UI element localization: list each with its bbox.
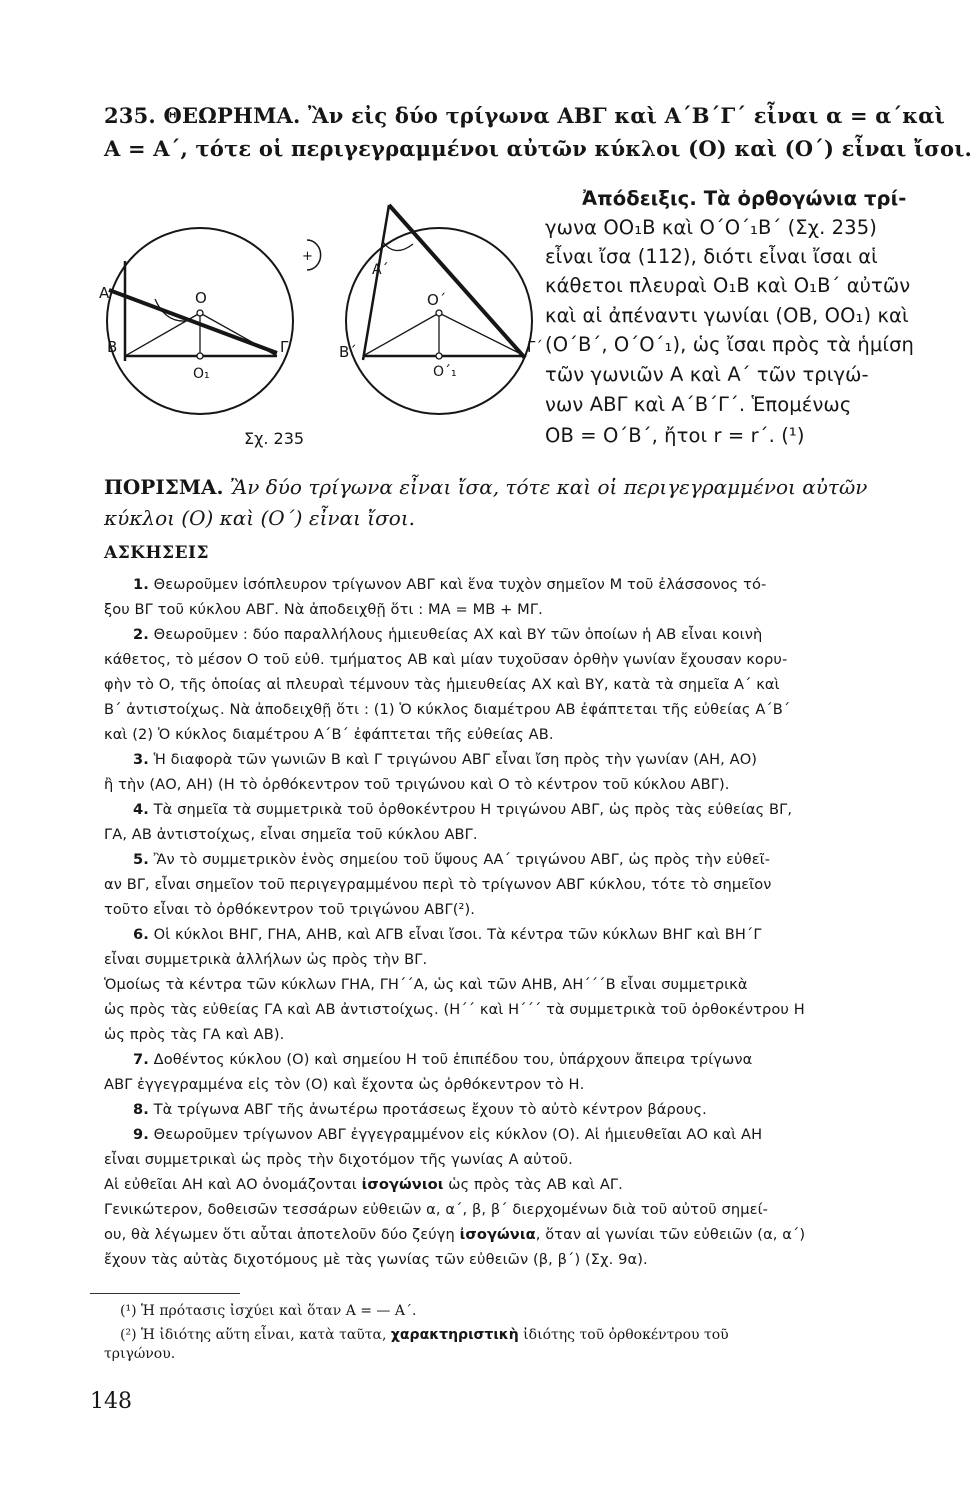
label-b-prime: Β΄: [339, 343, 357, 361]
theorem-line-2: Α = Α΄, τότε οἱ περιγεγραμμένοι αὐτῶν κύκλοι (Ο) καὶ (Ο΄) εἶναι ἴσοι.: [104, 136, 973, 161]
segment-o2b2: [363, 313, 439, 356]
page-number: 148: [90, 1389, 132, 1414]
exercise-line: εἶναι συμμετρικαὶ ὡς πρὸς τὴν διχοτόμον τῆς γωνίας Α αὐτοῦ.: [104, 1151, 573, 1168]
exercise-line: ΑΒΓ ἐγγεγραμμένα εἰς τὸν (Ο) καὶ ἔχοντα ὡς ὀρθόκεντρον τὸ Η.: [104, 1076, 585, 1093]
isogonal-line-1: Αἱ εὐθεῖαι ΑΗ καὶ ΑΟ ὀνομάζονται ἰσογώνιοι ὡς πρὸς τὰς ΑΒ καὶ ΑΓ.: [104, 1176, 623, 1193]
label-g-prime: Γ΄: [527, 338, 543, 356]
exercise-line: Ὁμοίως τὰ κέντρα τῶν κύκλων ΓΗΑ, ΓΗ΄΄Α, ὡς καὶ τῶν ΑΗΒ, ΑΗ΄΄΄Β εἶναι συμμετρικὰ: [104, 976, 748, 993]
label-b: Β: [107, 338, 118, 356]
exercise-line: φὴν τὸ Ο, τῆς ὁποίας αἱ πλευραὶ τέμνουν τὰς ἡμιευθείας ΑΧ καὶ ΒΥ, κατὰ τὰ σημεῖα Α΄ καὶ: [104, 676, 780, 693]
exercise-line: 9. Θεωροῦμεν τρίγωνον ΑΒΓ ἐγγεγραμμένον εἰς κύκλον (Ο). Αἱ ἡμιευθεῖαι ΑΟ καὶ ΑΗ: [133, 1126, 763, 1143]
porisma-line-1: ΠΟΡΙΣΜΑ. Ἂν δύο τρίγωνα εἶναι ἴσα, τότε καὶ οἱ περιγεγραμμένοι αὐτῶν: [104, 475, 868, 499]
exercise-line: ὡς πρὸς τὰς ΓΑ καὶ ΑΒ).: [104, 1026, 285, 1043]
exercise-line: τοῦτο εἶναι τὸ ὀρθόκεντρον τοῦ τριγώνου ΑΒΓ(²).: [104, 901, 476, 918]
exercise-line: 4. Τὰ σημεῖα τὰ συμμετρικὰ τοῦ ὀρθοκέντρου Η τριγώνου ΑΒΓ, ὡς πρὸς τὰς εὐθείας ΒΓ,: [133, 801, 793, 818]
side-ag: [109, 290, 277, 353]
exercise-line: 7. Δοθέντος κύκλου (Ο) καὶ σημείου Η τοῦ ἐπιπέδου του, ὑπάρχουν ἄπειρα τρίγωνα: [133, 1051, 753, 1068]
exercise-line: 3. Ἡ διαφορὰ τῶν γωνιῶν Β καὶ Γ τριγώνου ΑΒΓ εἶναι ἴση πρὸς τὴν γωνίαν (ΑΗ, ΑΟ): [133, 751, 758, 768]
figure-235: [95, 200, 555, 460]
porisma-title: ΠΟΡΙΣΜΑ.: [104, 475, 224, 499]
isogonal-line-2: Γενικώτερον, δοθεισῶν τεσσάρων εὐθειῶν α, α΄, β, β΄ διερχομένων διὰ τοῦ αὐτοῦ σημεί-: [104, 1201, 768, 1218]
side-a2b2: [363, 205, 389, 360]
label-a: Α: [99, 284, 110, 302]
exercise-line: 2. Θεωροῦμεν : δύο παραλλήλους ἡμιευθείας ΑΧ καὶ ΒΥ τῶν ὁποίων ἡ ΑΒ εἶναι κοινὴ: [133, 626, 763, 643]
point-o12: [436, 353, 442, 359]
proof-line-7: τῶν γωνιῶν Α καὶ Α΄ τῶν τριγώ-: [545, 363, 869, 386]
exercise-line: ΓΑ, ΑΒ ἀντιστοίχως, εἶναι σημεῖα τοῦ κύκλου ΑΒΓ.: [104, 826, 478, 843]
exercise-line: 8. Τὰ τρίγωνα ΑΒΓ τῆς ἀνωτέρω προτάσεως ἔχουν τὸ αὐτὸ κέντρον βάρους.: [133, 1101, 707, 1118]
exercise-line: Β΄ ἀντιστοίχως. Νὰ ἀποδειχθῇ ὅτι : (1) Ὁ κύκλος διαμέτρου ΑΒ ἐφάπτεται τῆς εὐθείας Α΄Β΄: [104, 701, 791, 718]
exercise-line: ἢ τὴν (ΑΟ, ΑΗ) (Η τὸ ὀρθόκεντρον τοῦ τριγώνου καὶ Ο τὸ κέντρον τοῦ κύκλου ΑΒΓ).: [104, 776, 730, 793]
proof-line-2: γωνα ΟΟ₁Β καὶ Ο΄Ο΄₁Β΄ (Σχ. 235): [545, 216, 877, 239]
proof-line-8: νων ΑΒΓ καὶ Α΄Β΄Γ΄. Ἑπομένως: [545, 393, 852, 416]
point-o1: [197, 353, 203, 359]
proof-line-4: κάθετοι πλευραὶ Ο₁Β καὶ Ο₁Β΄ αὐτῶν: [545, 274, 911, 297]
segment-o2g2: [439, 313, 525, 356]
point-o: [197, 310, 203, 316]
label-a-prime: Α΄: [372, 262, 389, 278]
proof-line-6: (Ο΄Β΄, Ο΄Ο΄₁), ὡς ἴσαι πρὸς τὰ ἡμίση: [545, 333, 914, 356]
isogonal-line-3: ου, θὰ λέγωμεν ὅτι αὗται ἀποτελοῦν δύο ζεύγη ἰσογώνια, ὅταν αἱ γωνίαι τῶν εὐθειῶν (α, α΄): [104, 1226, 806, 1243]
label-plus: +: [302, 249, 313, 264]
label-o1: Ο₁: [193, 366, 210, 382]
segment-ob: [125, 313, 200, 356]
label-o1-prime: Ο΄₁: [433, 364, 457, 380]
theorem-line-1: 235. ΘΕΩΡΗΜΑ. Ἂν εἰς δύο τρίγωνα ΑΒΓ καὶ Α΄Β΄Γ΄ εἶναι α = α΄καὶ: [104, 103, 945, 128]
exercise-line: καὶ (2) Ὁ κύκλος διαμέτρου Α΄Β΄ ἐφάπτεται τῆς εὐθείας ΑΒ.: [104, 726, 554, 743]
segment-og: [200, 313, 277, 356]
exercise-line: ξου ΒΓ τοῦ κύκλου ΑΒΓ. Νὰ ἀποδειχθῇ ὅτι : ΜΑ = ΜΒ + ΜΓ.: [104, 601, 543, 618]
exercises-heading: ΑΣΚΗΣΕΙΣ: [104, 543, 209, 563]
footnote-2-cont: τριγώνου.: [104, 1346, 176, 1362]
exercise-line: 1. Θεωροῦμεν ἰσόπλευρον τρίγωνον ΑΒΓ καὶ ἕνα τυχὸν σημεῖον Μ τοῦ ἐλάσσονος τό-: [133, 576, 767, 593]
exercise-line: ὡς πρὸς τὰς εὐθείας ΓΑ καὶ ΑΒ ἀντιστοίχως. (Η΄΄ καὶ Η΄΄΄ τὰ συμμετρικὰ τοῦ ὀρθοκέντρου Η: [104, 1001, 805, 1018]
exercise-line: αν ΒΓ, εἶναι σημεῖον τοῦ περιγεγραμμένου περὶ τὸ τρίγωνον ΑΒΓ κύκλου, τότε τὸ σημεῖον: [104, 876, 772, 893]
term-charakteristiki: χαρακτηριστικὴ: [390, 1327, 519, 1343]
label-o: Ο: [195, 289, 207, 307]
proof-line-1: Ἀπόδειξις. Τὰ ὀρθογώνια τρί-: [582, 187, 907, 210]
footnote-2: (²) Ἡ ἰδιότης αὕτη εἶναι, κατὰ ταῦτα, χαρακτηριστικὴ ἰδιότης τοῦ ὀρθοκέντρου τοῦ: [120, 1327, 729, 1343]
isogonal-line-4: ἔχουν τὰς αὐτὰς διχοτόμους μὲ τὰς γωνίας τῶν εὐθειῶν (β, β΄) (Σχ. 9α).: [104, 1251, 648, 1268]
proof-line-3: εἶναι ἴσα (112), διότι εἶναι ἴσαι αἱ: [545, 245, 878, 268]
figure-caption: Σχ. 235: [244, 429, 305, 448]
exercise-line: εἶναι συμμετρικὰ ἀλλήλων ὡς πρὸς τὴν ΒΓ.: [104, 951, 428, 968]
footnote-rule: [90, 1293, 240, 1294]
term-isogonioi: ἰσογώνιοι: [361, 1176, 444, 1193]
proof-line-5: καὶ αἱ ἀπέναντι γωνίαι (ΟΒ, ΟΟ₁) καὶ: [545, 304, 909, 327]
term-isogonia: ἰσογώνια: [459, 1226, 536, 1243]
exercise-line: κάθετος, τὸ μέσον Ο τοῦ εὐθ. τμήματος ΑΒ καὶ μίαν τυχοῦσαν ὀρθὴν γωνίαν ἔχουσαν κορυ-: [104, 651, 788, 668]
exercise-line: 6. Οἱ κύκλοι ΒΗΓ, ΓΗΑ, ΑΗΒ, καὶ ΑΓΒ εἶναι ἴσοι. Τὰ κέντρα τῶν κύκλων ΒΗΓ καὶ ΒΗ΄Γ: [133, 926, 762, 943]
porisma-line-2: κύκλοι (Ο) καὶ (Ο΄) εἶναι ἴσοι.: [104, 506, 416, 530]
point-o2: [436, 310, 442, 316]
proof-line-9: ΟΒ = Ο΄Β΄, ἤτοι r = r΄. (¹): [545, 424, 805, 447]
exercise-line: 5. Ἂν τὸ συμμετρικὸν ἑνὸς σημείου τοῦ ὕψους ΑΑ΄ τριγώνου ΑΒΓ, ὡς πρὸς τὴν εὐθεῖ-: [133, 851, 771, 868]
label-g: Γ: [280, 338, 289, 356]
label-o-prime: Ο΄: [427, 291, 447, 309]
footnote-1: (¹) Ἡ πρότασις ἰσχύει καὶ ὅταν Α = — Α΄.: [120, 1303, 417, 1319]
side-a2g2: [389, 205, 525, 358]
